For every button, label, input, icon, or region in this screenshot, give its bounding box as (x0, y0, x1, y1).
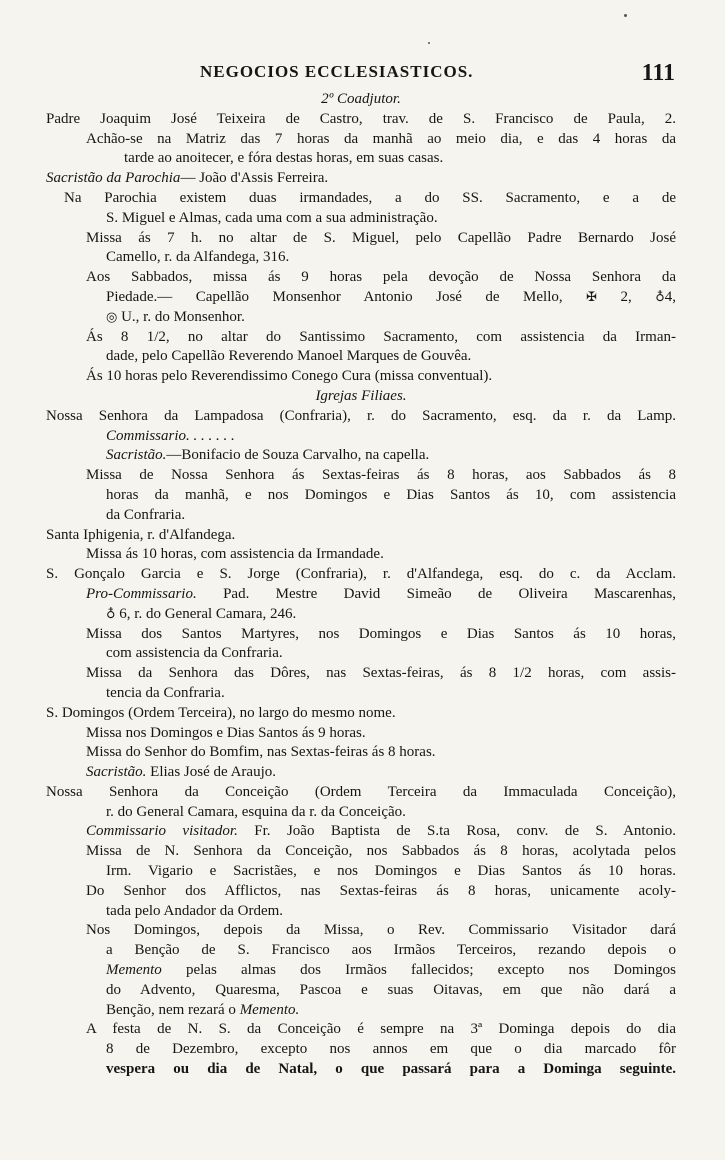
text-line: com assistencia da Confraria. (106, 645, 283, 662)
text-line: Missa ás 7 h. no altar de S. Miguel, pelo Capellão Padre Bernardo José (86, 229, 676, 246)
text-line: Pro-Commissario. Pad. Mestre David Simeão de Oliveira Mascarenhas, (86, 585, 677, 602)
text-line: dade, pelo Capellão Reverendo Manoel Marques de Gouvêa. (106, 348, 472, 365)
text-line: Missa dos Santos Martyres, nos Domingos e Dias Santos ás 10 horas, (86, 625, 676, 642)
text-line: Achão-se na Matriz das 7 horas da manhã ao meio dia, e das 4 horas da (86, 130, 676, 147)
text-line: Commissario visitador. Fr. João Baptista de S.ta Rosa, conv. de S. Antonio. (86, 823, 677, 840)
text-line: tada pelo Andador da Ordem. (106, 902, 284, 919)
text-line: vespera ou dia de Natal, o que passará para a Dominga seguinte. (106, 1061, 676, 1078)
text-line: Padre Joaquim José Teixeira de Castro, trav. de S. Francisco de Paula, 2. (46, 110, 676, 127)
cross-icon: ✠ (586, 289, 598, 305)
running-head: NEGOCIOS ECCLESIASTICOS. (200, 62, 474, 81)
page-header (0, 60, 725, 90)
text-line: r. do General Camara, esquina da r. da Conceição. (106, 803, 406, 820)
page-text (46, 90, 676, 1080)
circle-mark-icon: ◎ (106, 309, 118, 325)
text-line: Missa ás 10 horas, com assistencia da Irmandade. (86, 546, 384, 563)
text-line: a Benção de S. Francisco aos Irmãos Terceiros, rezando depois o (106, 942, 676, 959)
text-line: Nossa Senhora da Conceição (Ordem Terceira da Immaculada Conceição), (46, 783, 676, 800)
text-line: Camello, r. da Alfandega, 316. (106, 249, 290, 266)
text-line: Nossa Senhora da Lampadosa (Confraria), r. do Sacramento, esq. da r. da Lamp. (46, 407, 676, 424)
text-line: Aos Sabbados, missa ás 9 horas pela devoção de Nossa Senhora da (86, 269, 676, 286)
text-line: Commissario. . . . . . . (106, 427, 235, 444)
section-heading: Igrejas Filiaes. (315, 387, 407, 404)
text-line: Missa da Senhora das Dôres, nas Sextas-feiras, ás 8 1/2 horas, com assis- (86, 665, 676, 682)
text-line: tarde ao anoitecer, e fóra destas horas, em suas casas. (124, 150, 444, 167)
text-line: Na Parochia existem duas irmandades, a do SS. Sacramento, e a de (64, 189, 676, 206)
text-line: Irm. Vigario e Sacristães, e nos Domingos e Dias Santos ás 10 horas. (106, 863, 676, 880)
text-line: horas da manhã, e nos Domingos e Dias Santos ás 10, com assistencia (106, 486, 676, 503)
text-line: Ás 10 horas pelo Reverendissimo Conego Cura (missa conventual). (86, 368, 493, 385)
text-line: S. Domingos (Ordem Terceira), no largo do mesmo nome. (46, 704, 396, 721)
text-line: Missa de N. Senhora da Conceição, nos Sabbados ás 8 horas, acolytada pelos (86, 843, 676, 860)
text-line: Memento pelas almas dos Irmãos fallecidos; excepto nos Domingos (106, 962, 677, 979)
paper-speck (428, 42, 430, 44)
text-line: Santa Iphigenia, r. d'Alfandega. (46, 526, 236, 543)
text-line: Do Senhor dos Afflictos, nas Sextas-feiras ás 8 horas, unicamente acoly- (86, 882, 676, 899)
text-line: tencia da Confraria. (106, 684, 225, 701)
text-line: S. Miguel e Almas, cada uma com a sua administração. (106, 209, 438, 226)
medal-icon: ♁ (106, 606, 116, 622)
text-line: Nos Domingos, depois da Missa, o Rev. Commissario Visitador dará (86, 922, 676, 939)
medal-icon: ♁ (655, 289, 665, 305)
text-line: da Confraria. (106, 506, 186, 523)
text-line: Missa de Nossa Senhora ás Sextas-feiras ás 8 horas, aos Sabbados ás 8 (86, 467, 676, 484)
text-line: Sacristão.—Bonifacio de Souza Carvalho, na capella. (106, 447, 430, 464)
text-line: 8 de Dezembro, excepto nos annos em que o dia marcado fôr (106, 1041, 676, 1058)
text-line: Ás 8 1/2, no altar do Santissimo Sacramento, com assistencia da Irman- (86, 328, 676, 345)
text-line: Sacristão. Elias José de Araujo. (86, 764, 276, 781)
text-line: Piedade.— Capellão Monsenhor Antonio José de Mello, ✠ 2, ♁4, (106, 288, 677, 305)
text-line: Sacristão da Parochia— João d'Assis Ferreira. (46, 170, 329, 187)
paper-speck (624, 14, 627, 17)
text-line: ♁ 6, r. do General Camara, 246. (106, 605, 297, 622)
text-line: ◎ U., r. do Monsenhor. (106, 308, 245, 325)
section-heading: 2º Coadjutor. (321, 91, 401, 107)
text-line: do Advento, Quaresma, Pascoa e suas Oitavas, em que não dará a (106, 981, 676, 998)
text-line: A festa de N. S. da Conceição é sempre na 3ª Dominga depois do dia (86, 1021, 676, 1038)
text-line: Missa do Senhor do Bomfim, nas Sextas-feiras ás 8 horas. (86, 744, 436, 761)
text-line: Benção, nem rezará o Memento. (106, 1001, 300, 1018)
text-line: S. Gonçalo Garcia e S. Jorge (Confraria), r. d'Alfandega, esq. do c. da Acclam. (46, 566, 676, 583)
text-line: Missa nos Domingos e Dias Santos ás 9 horas. (86, 724, 366, 741)
page-number: 111 (641, 60, 675, 86)
